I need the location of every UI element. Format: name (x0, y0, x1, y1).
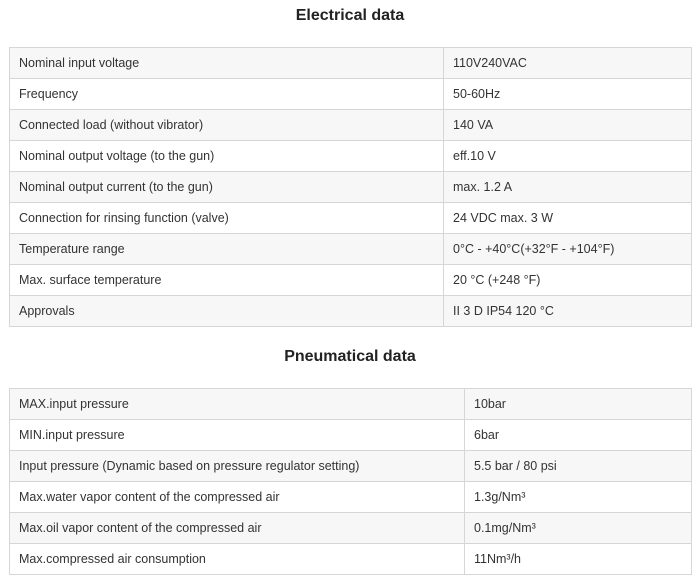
table-row (10, 513, 692, 544)
table-row (10, 389, 692, 420)
spec-value: 20 °C (+248 °F) (444, 265, 692, 296)
spec-value: 140 VA (444, 110, 692, 141)
table-row (10, 48, 692, 79)
spec-label: Nominal output voltage (to the gun) (10, 141, 444, 172)
table-row (10, 420, 692, 451)
electrical-data-title: Electrical data (295, 7, 405, 24)
spec-value: 0.1mg/Nm³ (465, 513, 692, 544)
table-row (10, 451, 692, 482)
spec-value: 50-60Hz (444, 79, 692, 110)
spec-value: 11Nm³/h (465, 544, 692, 575)
spec-label: Approvals (10, 296, 444, 327)
spec-value: 24 VDC max. 3 W (444, 203, 692, 234)
spec-label: Max.water vapor content of the compressed air (10, 482, 465, 513)
table-row (10, 141, 692, 172)
spec-label: MAX.input pressure (10, 389, 465, 420)
spec-value: 0°C - +40°C(+32°F - +104°F) (444, 234, 692, 265)
spec-value: max. 1.2 A (444, 172, 692, 203)
spec-value: 6bar (465, 420, 692, 451)
table-row (10, 234, 692, 265)
spec-label: Connection for rinsing function (valve) (10, 203, 444, 234)
spec-value: 1.3g/Nm³ (465, 482, 692, 513)
table-row (10, 203, 692, 234)
spec-label: Nominal input voltage (10, 48, 444, 79)
table-row (10, 296, 692, 327)
electrical-data-table (9, 47, 692, 327)
table-row (10, 79, 692, 110)
table-row (10, 482, 692, 513)
spec-value: 5.5 bar / 80 psi (465, 451, 692, 482)
spec-label: Connected load (without vibrator) (10, 110, 444, 141)
spec-label: Nominal output current (to the gun) (10, 172, 444, 203)
spec-label: MIN.input pressure (10, 420, 465, 451)
spec-label: Temperature range (10, 234, 444, 265)
spec-value: eff.10 V (444, 141, 692, 172)
pneumatic-data-title: Pneumatical data (284, 348, 416, 365)
table-row (10, 544, 692, 575)
table-row (10, 172, 692, 203)
spec-label: Max.oil vapor content of the compressed air (10, 513, 465, 544)
spec-label: Input pressure (Dynamic based on pressure regulator setting) (10, 451, 465, 482)
spec-label: Frequency (10, 79, 444, 110)
table-row (10, 110, 692, 141)
spec-value: II 3 D IP54 120 °C (444, 296, 692, 327)
spec-label: Max. surface temperature (10, 265, 444, 296)
spec-value: 10bar (465, 389, 692, 420)
pneumatic-data-table (9, 388, 692, 575)
spec-value: 110V240VAC (444, 48, 692, 79)
spec-label: Max.compressed air consumption (10, 544, 465, 575)
table-row (10, 265, 692, 296)
